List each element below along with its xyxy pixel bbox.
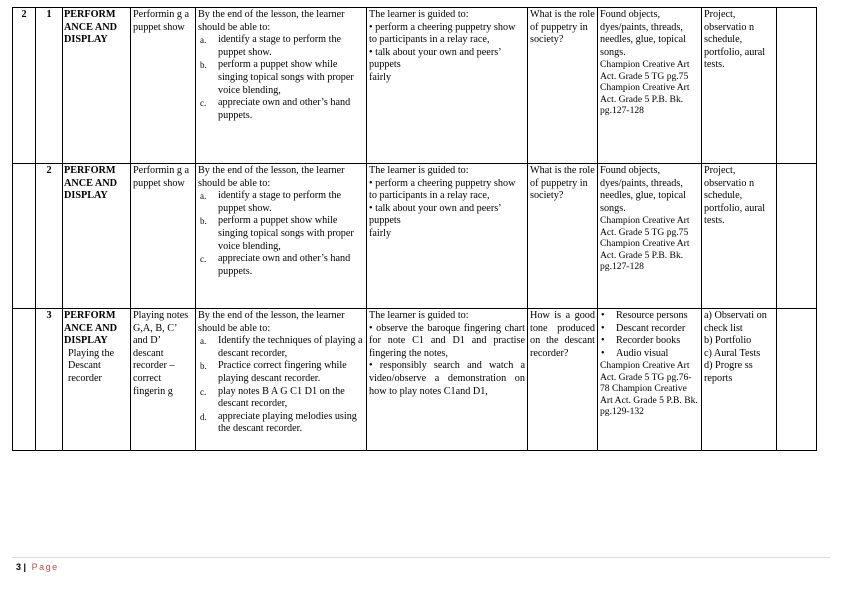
list-item: a. identify a stage to perform the puppet show. [200,34,342,58]
strand-cell [63,309,131,451]
list-item: b. perform a puppet show while singing topical songs with proper voice blending, [200,215,354,252]
key-inquiry-cell: How is a good tone produced on the descant recorder? [528,309,598,451]
experience-item: fairly [369,71,392,83]
table-row [13,164,817,309]
list-item: a. identify a stage to perform the puppet show. [200,190,342,214]
strand-text: PERFORM ANCE AND DISPLAY [64,9,117,46]
learning-outcomes-cell [196,309,367,451]
learning-outcomes-cell [196,8,367,164]
lesson-cell: 1 [36,8,63,164]
experience-item: • perform a cheering puppetry show to participants in a relay race, [369,21,516,46]
list-item: c. appreciate own and other’s hand puppets. [200,253,351,277]
experience-item: • perform a cheering puppetry show to participants in a relay race, [369,177,516,202]
learning-experiences-cell [367,8,528,164]
table-row [13,8,817,164]
scheme-of-work-table [12,7,817,451]
sub-strand-cell: Performin g a puppet show [131,8,196,164]
strand-text: PERFORM ANCE AND DISPLAY [64,310,117,347]
strand-subtitle: Playing the Descant recorder [68,347,115,384]
page-number: 3 [16,562,22,572]
assessment-cell [702,309,777,451]
outcomes-intro: By the end of the lesson, the learner should be able to: [198,9,345,33]
assessment-item: a) Observati on check list [704,310,767,334]
assessment-item: b) Portfolio [704,335,752,347]
list-item: • Recorder books [600,335,699,348]
experiences-intro: The learner is guided to: [369,310,469,321]
remarks-cell [777,8,817,164]
page-footer [16,562,59,572]
list-item: a. Identify the techniques of playing a descant recorder, [200,335,363,359]
remarks-cell [777,164,817,309]
list-item: c. appreciate own and other’s hand puppets. [200,97,351,121]
week-cell [13,309,36,451]
week-cell: 2 [13,8,36,164]
learning-experiences-cell [367,164,528,309]
footer-separator: | [23,562,27,572]
strand-cell [63,8,131,164]
experiences-intro: The learner is guided to: [369,165,469,176]
experiences-intro: The learner is guided to: [369,9,469,20]
resources-text: Found objects, dyes/paints, threads, needles, glue, topical songs. [600,9,686,58]
assessment-item: d) Progre ss reports [704,360,753,384]
outcomes-list [198,34,364,122]
resources-text: Found objects, dyes/paints, threads, needles, glue, topical songs. [600,165,686,214]
experience-item: • responsibly search and watch a video/observe a demonstration on how to play notes C1and D1, [369,360,525,397]
assessment-cell: Project, observatio n schedule, portfolio, aural tests. [702,8,777,164]
outcomes-list [198,190,364,278]
table-row [13,309,817,451]
strand-text: PERFORM ANCE AND DISPLAY [64,165,117,202]
experience-item: fairly [369,227,392,239]
experience-item: • observe the baroque fingering chart for note C1 and D1 and practise fingering the notes, [369,322,525,359]
list-item: c. play notes B A G C1 D1 on the descant recorder, [200,385,345,410]
list-item: • Descant recorder [600,323,699,336]
list-item: d. appreciate playing melodies using the descant recorder. [200,410,357,435]
resources-reference: Champion Creative Art Act. Grade 5 TG pg.76-78 Champion Creative Art Act. Grade 5 P.B. Bk. pg.129-132 [600,360,698,417]
outcomes-intro: By the end of the lesson, the learner should be able to: [198,165,345,189]
list-item: • Audio visual [600,348,699,361]
lesson-cell: 3 [36,309,63,451]
remarks-cell [777,309,817,451]
list-item: b. Practice correct fingering while playing descant recorder. [200,360,347,384]
sub-strand-cell: Playing notes G,A, B, C’ and D’ descant recorder –correct fingerin g [131,309,196,451]
experience-item: • talk about your own and peers’ puppets [369,202,501,227]
footer-divider [12,557,830,558]
outcomes-list [198,335,364,436]
list-item: b. perform a puppet show while singing topical songs with proper voice blending, [200,59,354,96]
week-cell [13,164,36,309]
assessment-cell: Project, observatio n schedule, portfolio, aural tests. [702,164,777,309]
resources-cell [598,164,702,309]
assessment-item: c) Aural Tests [704,347,761,359]
list-item: • Resource persons [600,310,699,323]
resources-cell [598,8,702,164]
page-label: Page [31,562,59,572]
key-inquiry-cell: What is the role of puppetry in society? [528,8,598,164]
resources-cell [598,309,702,451]
strand-cell [63,164,131,309]
resources-list [600,310,699,360]
sub-strand-cell: Performin g a puppet show [131,164,196,309]
key-inquiry-cell: What is the role of puppetry in society? [528,164,598,309]
experience-item: • talk about your own and peers’ puppets [369,46,501,71]
outcomes-intro: By the end of the lesson, the learner should be able to: [198,310,345,334]
lesson-cell: 2 [36,164,63,309]
resources-reference: Champion Creative Art Act. Grade 5 TG pg.75 Champion Creative Art Act. Grade 5 P.B. Bk. pg.127-128 [600,59,690,116]
resources-reference: Champion Creative Art Act. Grade 5 TG pg.75 Champion Creative Art Act. Grade 5 P.B. Bk. pg.127-128 [600,215,690,272]
learning-outcomes-cell [196,164,367,309]
learning-experiences-cell [367,309,528,451]
